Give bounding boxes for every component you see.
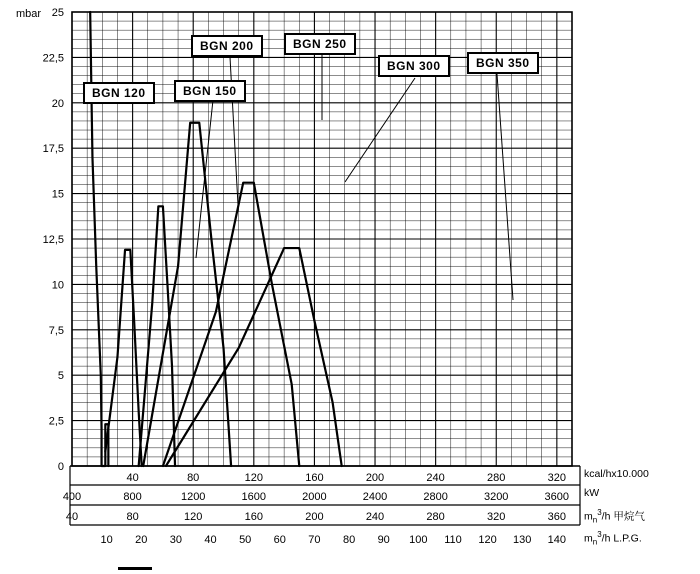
x-axis-unit-lpg: $m_n^3/h$ L.P.G. [584, 530, 642, 547]
legend-box-bgn-120[interactable]: BGN 120 [83, 82, 155, 104]
x-tick-label: 200 [365, 472, 385, 484]
y-tick-label: 17,5 [42, 143, 64, 156]
x-tick-label: 80 [126, 511, 139, 523]
scale-marker [118, 567, 152, 570]
x-tick-label: 240 [365, 511, 385, 523]
x-tick-label: 1200 [180, 491, 206, 503]
x-tick-label: 160 [244, 511, 263, 523]
y-tick-label: 7,5 [48, 324, 64, 337]
legend-box-bgn-350[interactable]: BGN 350 [467, 52, 539, 74]
x-tick-label: 400 [62, 491, 82, 503]
x-tick-label: 2800 [423, 491, 448, 503]
x-tick-label: 120 [478, 534, 497, 546]
x-tick-label: 10 [100, 534, 113, 546]
y-tick-label: 12,5 [42, 234, 64, 246]
y-tick-label: 0 [57, 461, 64, 473]
x-tick-label: 80 [187, 472, 200, 484]
x-tick-label: 3600 [544, 491, 570, 503]
y-tick-label: 25 [51, 7, 64, 19]
x-tick-label: 140 [547, 534, 566, 546]
x-tick-label: 120 [184, 511, 203, 523]
curve-bgn-300[interactable] [163, 183, 299, 466]
x-axis-unit-kw: kW [584, 487, 600, 499]
y-axis-unit-label: mbar [16, 8, 42, 20]
x-tick-label: 90 [377, 534, 390, 546]
legend-box-bgn-250[interactable]: BGN 250 [284, 33, 356, 55]
x-tick-label: 320 [547, 472, 566, 484]
x-tick-label: 30 [169, 534, 183, 546]
x-tick-label: 3200 [483, 491, 509, 503]
x-tick-label: 40 [65, 511, 79, 523]
x-tick-label: 200 [305, 511, 324, 523]
x-tick-label: 280 [426, 511, 445, 523]
x-tick-label: 100 [409, 534, 428, 546]
x-axis-unit-methane: $m_n^3/h$ 甲烷气 [584, 508, 645, 525]
x-tick-label: 20 [135, 534, 148, 546]
x-tick-label: 280 [487, 472, 506, 484]
y-tick-label: 15 [51, 188, 64, 201]
legend-box-bgn-200[interactable]: BGN 200 [191, 35, 263, 57]
x-tick-label: 40 [126, 472, 139, 484]
x-tick-label: 800 [123, 491, 142, 503]
y-tick-label: 20 [51, 97, 64, 110]
x-tick-label: 80 [342, 534, 356, 546]
y-tick-label: 5 [57, 370, 64, 383]
y-tick-label: 2,5 [48, 415, 64, 428]
x-tick-label: 70 [308, 534, 321, 546]
x-tick-label: 1600 [241, 491, 267, 503]
x-tick-label: 2000 [302, 491, 327, 503]
x-tick-label: 120 [244, 472, 263, 484]
y-tick-label: 10 [51, 279, 64, 292]
x-tick-label: 110 [444, 534, 462, 546]
x-tick-label: 320 [487, 511, 506, 523]
y-tick-label: 22,5 [42, 52, 64, 65]
curve-bgn-200[interactable] [139, 206, 175, 466]
curve-bgn-150[interactable] [105, 250, 141, 466]
x-tick-label: 160 [305, 472, 324, 484]
x-tick-label: 130 [513, 534, 532, 546]
legend-box-bgn-150[interactable]: BGN 150 [174, 80, 246, 102]
x-tick-label: 50 [239, 534, 252, 546]
x-tick-label: 40 [204, 534, 217, 546]
x-tick-label: 60 [273, 534, 286, 546]
curve-bgn-250[interactable] [143, 123, 231, 466]
x-tick-label: 2400 [362, 491, 388, 503]
x-tick-label: 240 [426, 472, 445, 484]
x-axis-unit-kcal: kcal/hx10.000 [584, 468, 649, 480]
legend-box-bgn-300[interactable]: BGN 300 [378, 55, 450, 77]
x-tick-label: 360 [547, 511, 566, 523]
